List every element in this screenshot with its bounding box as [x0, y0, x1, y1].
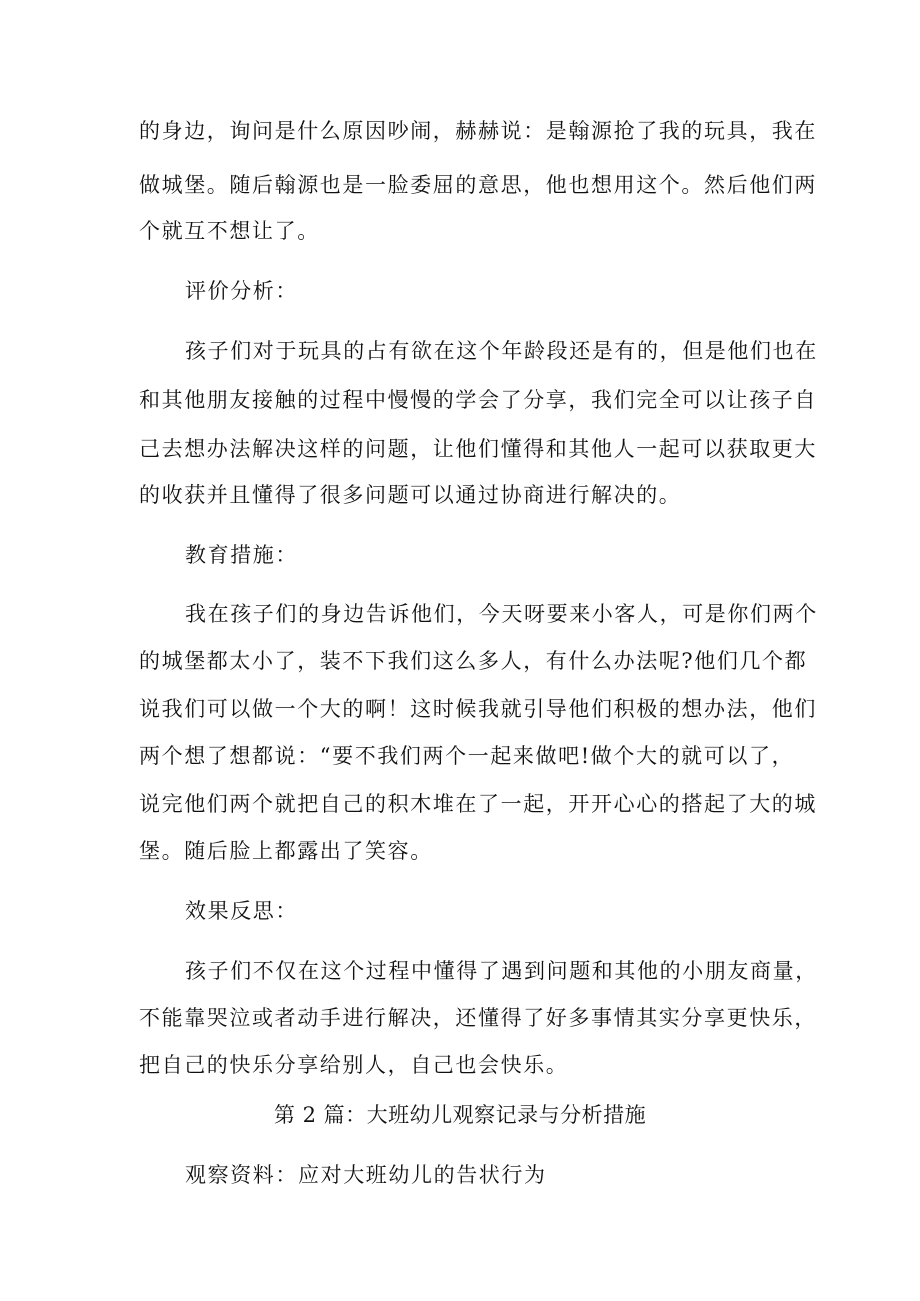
label-evaluation: 评价分析：: [185, 279, 298, 303]
paragraph-2-line-3: 己去想办法解决这样的问题，让他们懂得和其他人一起可以获取更大: [139, 437, 817, 461]
section-title: 第 2 篇：大班幼儿观察记录与分析措施: [273, 1103, 647, 1127]
paragraph-4-line-3: 把自己的快乐分享给别人，自己也会快乐。: [139, 1053, 569, 1077]
observation-label: 观察资料：应对大班幼儿的告状行为: [185, 1163, 547, 1187]
label-reflection: 效果反思：: [185, 899, 298, 923]
paragraph-1-line-2: 做城堡。随后翰源也是一脸委屈的意思，他也想用这个。然后他们两: [139, 173, 817, 197]
paragraph-3-line-1: 我在孩子们的身边告诉他们，今天呀要来小客人，可是你们两个: [185, 602, 818, 626]
paragraph-2-line-4: 的收获并且懂得了很多问题可以通过协商进行解决的。: [139, 483, 682, 507]
paragraph-3-line-3: 说我们可以做一个大的啊！这时候我就引导他们积极的想办法，他们: [139, 697, 817, 721]
paragraph-3-line-6: 堡。随后脸上都露出了笑容。: [139, 839, 433, 863]
paragraph-1-line-1: 的身边，询问是什么原因吵闹，赫赫说：是翰源抢了我的玩具，我在: [139, 119, 817, 143]
paragraph-3-line-4: 两个想了想都说：“要不我们两个一起来做吧!做个大的就可以了，: [139, 744, 795, 768]
paragraph-4-line-2: 不能靠哭泣或者动手进行解决，还懂得了好多事情其实分享更快乐，: [139, 1006, 817, 1030]
paragraph-1-line-3: 个就互不想让了。: [139, 219, 320, 243]
paragraph-2-line-2: 和其他朋友接触的过程中慢慢的学会了分享，我们完全可以让孩子自: [139, 388, 817, 412]
label-measures: 教育措施：: [185, 543, 298, 567]
paragraph-3-line-2: 的城堡都太小了，装不下我们这么多人，有什么办法呢?他们几个都: [139, 649, 808, 673]
paragraph-4-line-1: 孩子们不仅在这个过程中懂得了遇到问题和其他的小朋友商量，: [185, 959, 818, 983]
paragraph-2-line-1: 孩子们对于玩具的占有欲在这个年龄段还是有的，但是他们也在: [185, 339, 818, 363]
paragraph-3-line-5: 说完他们两个就把自己的积木堆在了一起，开开心心的搭起了大的城: [139, 792, 817, 816]
